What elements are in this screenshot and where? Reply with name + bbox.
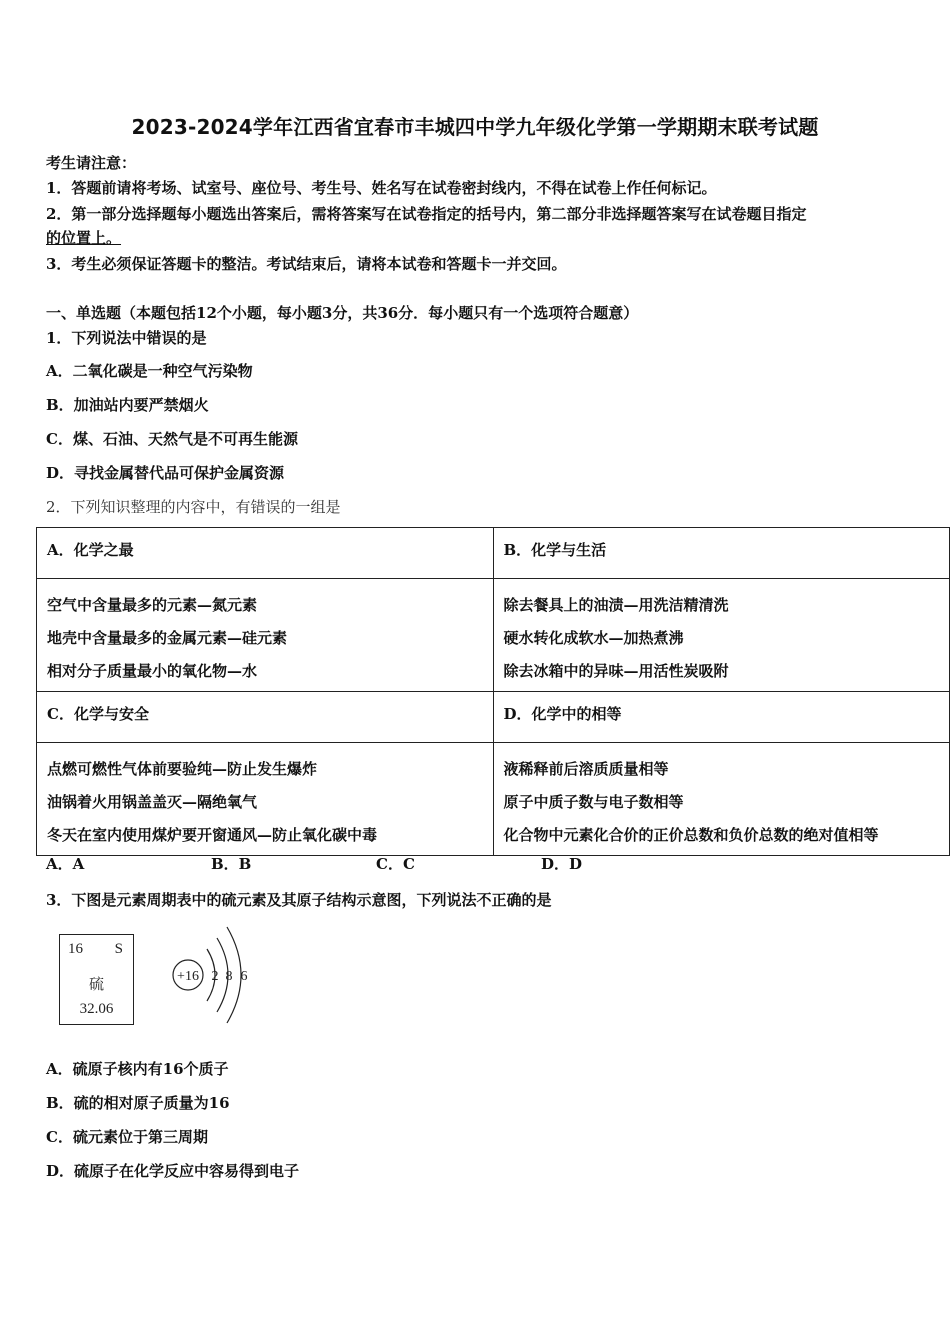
- question-3-option-a: A．硫原子核内有16个质子: [46, 1060, 229, 1078]
- question-2-stem: 2．下列知识整理的内容中，有错误的一组是: [46, 498, 341, 516]
- shell-3-electrons: 6: [240, 969, 248, 984]
- periodic-table-cell: [59, 934, 134, 1025]
- question-3-option-c: C．硫元素位于第三周期: [46, 1128, 208, 1146]
- notice-item-1: 1．答题前请将考场、试室号、座位号、考生号、姓名写在试卷密封线内，不得在试卷上作任何标记。: [46, 179, 717, 197]
- question-3-option-d: D．硫原子在化学反应中容易得到电子: [46, 1162, 300, 1180]
- table-d-item-3: 化合物中元素化合价的正价总数和负价总数的绝对值相等: [503, 826, 879, 844]
- question-2-option-a: A．A: [46, 855, 85, 873]
- shell-1-electrons: 2: [211, 969, 219, 984]
- table-c-item-2: 油锅着火用锅盖盖灭—隔绝氧气: [47, 793, 258, 811]
- question-1-option-c: C．煤、石油、天然气是不可再生能源: [46, 430, 298, 448]
- page-title: 2023-2024学年江西省宜春市丰城四中学九年级化学第一学期期末联考试题: [131, 115, 819, 139]
- element-name: 硫: [88, 977, 104, 993]
- table-a-item-3: 相对分子质量最小的氧化物—水: [47, 662, 258, 680]
- table-a-item-1: 空气中含量最多的元素—氮元素: [47, 596, 258, 614]
- question-1-stem: 1．下列说法中错误的是: [46, 329, 207, 347]
- question-2-option-c: C．C: [376, 855, 415, 873]
- table-c-item-1: 点燃可燃性气体前要验纯—防止发生爆炸: [47, 760, 318, 778]
- notice-item-2-line-2: 的位置上。: [46, 229, 122, 247]
- shell-2-electrons: 8: [225, 969, 233, 984]
- atomic-structure-diagram: [165, 918, 260, 1033]
- question-2-option-d: D．D: [541, 855, 583, 873]
- table-header-d: D．化学中的相等: [493, 692, 950, 743]
- table-d-item-1: 液稀释前后溶质质量相等: [503, 760, 669, 778]
- table-cell-b: [493, 579, 950, 692]
- table-c-item-3: 冬天在室内使用煤炉要开窗通风—防止氧化碳中毒: [47, 826, 378, 844]
- notice-item-3: 3．考生必须保证答题卡的整洁。考试结束后，请将本试卷和答题卡一并交回。: [46, 255, 567, 273]
- table-cell-a: [37, 579, 494, 692]
- knowledge-table: [36, 527, 950, 856]
- nucleus-charge: +16: [177, 969, 199, 984]
- table-b-item-2: 硬水转化成软水—加热煮沸: [503, 629, 684, 647]
- table-cell-c: [37, 743, 494, 856]
- question-3-option-b: B．硫的相对原子质量为16: [46, 1094, 230, 1112]
- table-b-item-1: 除去餐具上的油渍—用洗洁精清洗: [503, 596, 729, 614]
- element-symbol: S: [114, 941, 123, 957]
- question-1-option-b: B．加油站内要严禁烟火: [46, 396, 209, 414]
- notice-heading: 考生请注意：: [46, 154, 137, 172]
- table-cell-d: [493, 743, 950, 856]
- table-header-a: A．化学之最: [37, 528, 494, 579]
- atomic-mass: 32.06: [79, 1001, 114, 1017]
- atomic-number: 16: [68, 941, 83, 957]
- question-1-option-d: D．寻找金属替代品可保护金属资源: [46, 464, 285, 482]
- question-2-option-b: B．B: [211, 855, 252, 873]
- table-a-item-2: 地壳中含量最多的金属元素—硅元素: [47, 629, 288, 647]
- table-header-c: C．化学与安全: [37, 692, 494, 743]
- notice-item-2-line-1: 2．第一部分选择题每小题选出答案后，需将答案写在试卷指定的括号内，第二部分非选择题答案写在试卷题目指定: [46, 205, 807, 223]
- question-1-option-a: A．二氧化碳是一种空气污染物: [46, 362, 253, 380]
- table-d-item-2: 原子中质子数与电子数相等: [503, 793, 684, 811]
- table-header-b: B．化学与生活: [493, 528, 950, 579]
- question-3-stem: 3．下图是元素周期表中的硫元素及其原子结构示意图，下列说法不正确的是: [46, 891, 552, 909]
- section-heading: 一、单选题（本题包括12个小题，每小题3分，共36分．每小题只有一个选项符合题意）: [46, 304, 639, 322]
- table-b-item-3: 除去冰箱中的异味—用活性炭吸附: [503, 662, 729, 680]
